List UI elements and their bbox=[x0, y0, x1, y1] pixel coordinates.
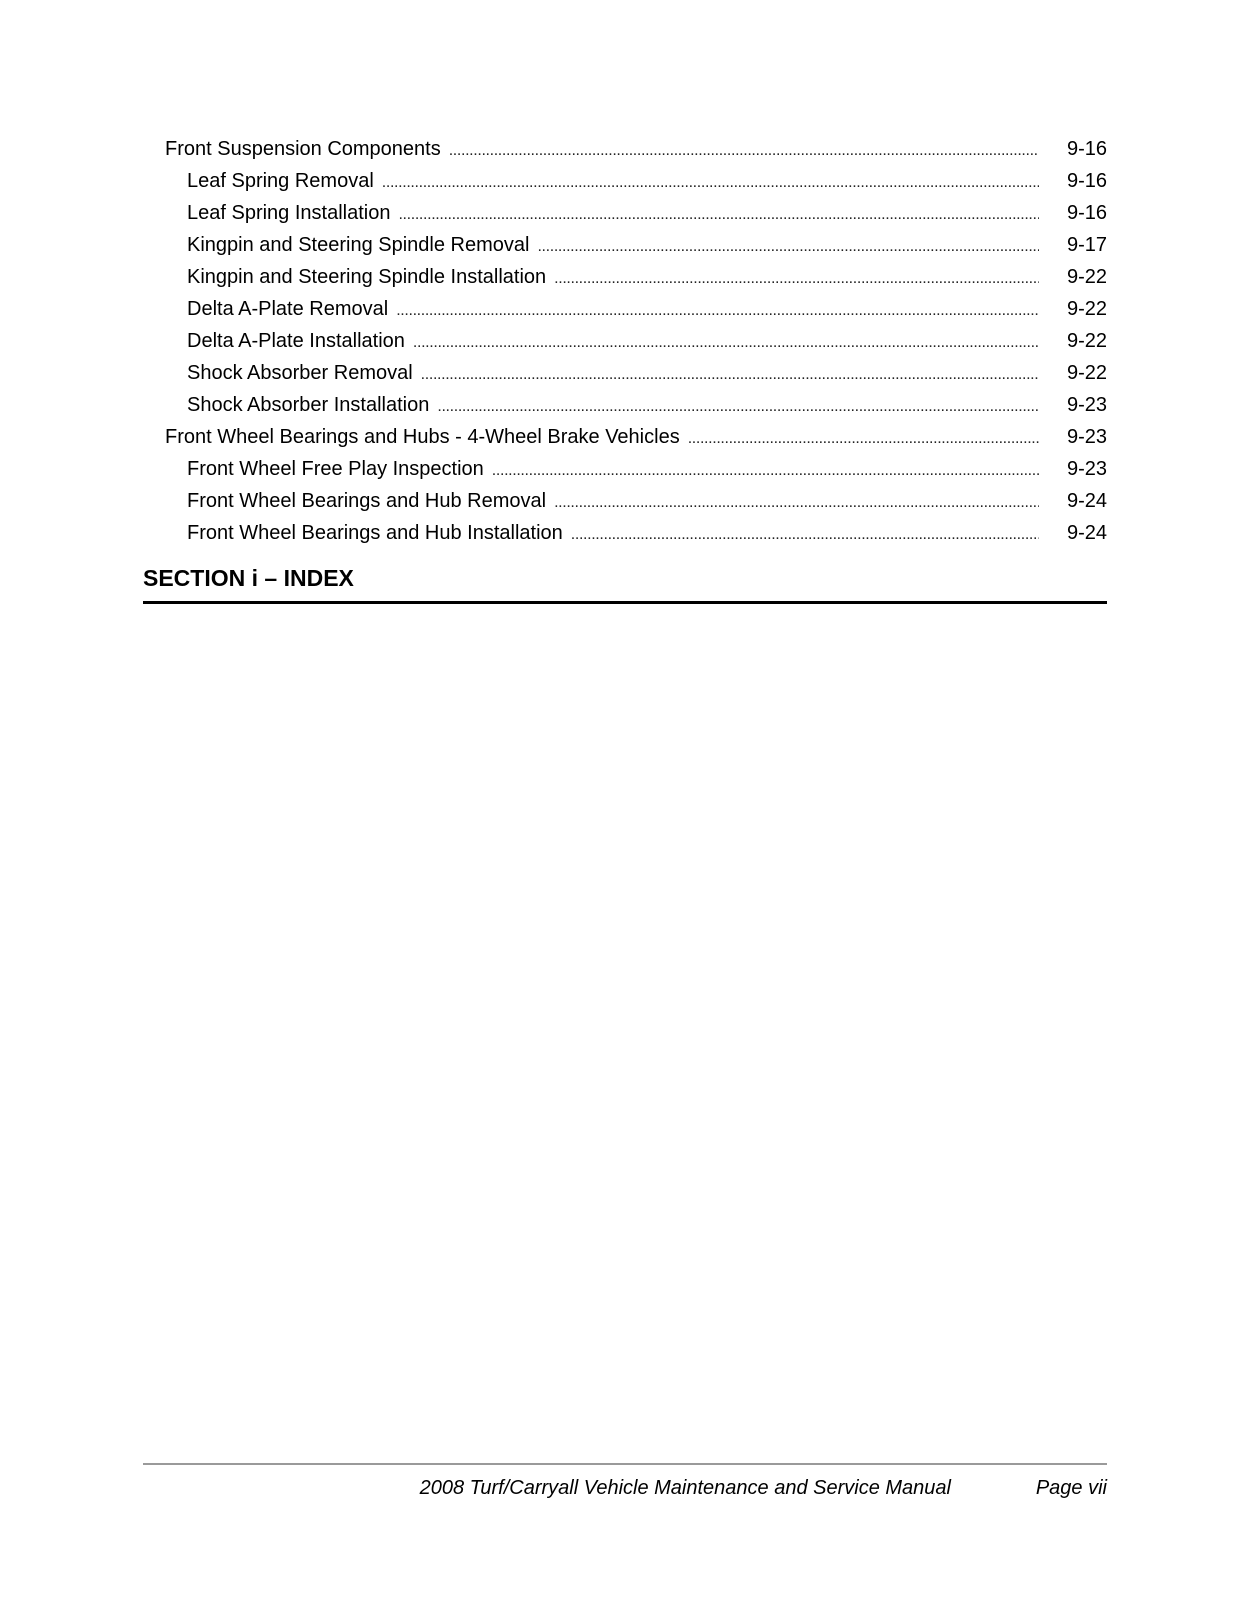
toc-entry-page: 9-24 bbox=[1066, 522, 1107, 544]
toc-entry[interactable] bbox=[165, 264, 1107, 296]
toc-entry-page: 9-22 bbox=[1066, 266, 1107, 288]
toc-dot-leader bbox=[537, 234, 1039, 260]
toc-entry-page: 9-23 bbox=[1066, 426, 1107, 448]
toc-entry[interactable] bbox=[165, 296, 1107, 328]
toc-entry[interactable] bbox=[165, 424, 1107, 456]
toc-dot-leader bbox=[492, 458, 1039, 484]
toc-entry[interactable] bbox=[165, 328, 1107, 360]
toc-dot-leader bbox=[437, 394, 1039, 420]
toc-entry[interactable] bbox=[165, 520, 1107, 552]
toc-entry[interactable] bbox=[165, 232, 1107, 264]
toc-entry-title: Delta A-Plate Removal bbox=[187, 298, 389, 320]
toc-dot-leader bbox=[554, 490, 1039, 516]
footer-page-number: Page vii bbox=[1035, 1477, 1107, 1499]
toc-dot-leader bbox=[398, 202, 1039, 228]
toc-dot-leader bbox=[421, 362, 1039, 388]
section-divider bbox=[143, 601, 1107, 604]
toc-entry-page: 9-23 bbox=[1066, 458, 1107, 480]
toc-entry-title: Front Wheel Bearings and Hubs - 4-Wheel Brake Vehicles bbox=[165, 426, 680, 448]
toc-entry[interactable] bbox=[165, 200, 1107, 232]
toc-entry-title: Front Suspension Components bbox=[165, 138, 441, 160]
toc-dot-leader bbox=[554, 266, 1039, 292]
toc-entry[interactable] bbox=[165, 488, 1107, 520]
toc-entry-title: Leaf Spring Removal bbox=[187, 170, 374, 192]
toc-entry-page: 9-16 bbox=[1066, 202, 1107, 224]
toc-entry-title: Kingpin and Steering Spindle Installation bbox=[187, 266, 547, 288]
toc-dot-leader bbox=[413, 330, 1039, 356]
toc-entry-page: 9-24 bbox=[1066, 490, 1107, 512]
toc-entry[interactable] bbox=[165, 168, 1107, 200]
toc-entry-page: 9-22 bbox=[1066, 298, 1107, 320]
footer-divider bbox=[143, 1463, 1107, 1465]
toc-entry-title: Front Wheel Bearings and Hub Removal bbox=[187, 490, 547, 512]
footer-manual-title: 2008 Turf/Carryall Vehicle Maintenance and Service Manual bbox=[419, 1477, 951, 1499]
toc-dot-leader bbox=[449, 138, 1039, 164]
toc-entry-page: 9-23 bbox=[1066, 394, 1107, 416]
toc-entry[interactable] bbox=[165, 456, 1107, 488]
toc-entry-title: Kingpin and Steering Spindle Removal bbox=[187, 234, 530, 256]
toc-entry[interactable] bbox=[165, 392, 1107, 424]
toc-entry-title: Front Wheel Bearings and Hub Installation bbox=[187, 522, 563, 544]
toc-dot-leader bbox=[396, 298, 1039, 324]
toc-entry-page: 9-16 bbox=[1066, 138, 1107, 160]
toc-entry-page: 9-22 bbox=[1066, 330, 1107, 352]
toc-entry-page: 9-17 bbox=[1066, 234, 1107, 256]
toc-entry-title: Front Wheel Free Play Inspection bbox=[187, 458, 484, 480]
toc-entry[interactable] bbox=[165, 360, 1107, 392]
toc-entry-title: Shock Absorber Installation bbox=[187, 394, 430, 416]
page-footer bbox=[143, 1474, 1107, 1504]
toc-entry-page: 9-22 bbox=[1066, 362, 1107, 384]
toc-dot-leader bbox=[382, 170, 1039, 196]
toc-dot-leader bbox=[571, 522, 1039, 548]
toc-entry-title: Delta A-Plate Installation bbox=[187, 330, 405, 352]
toc-entry-page: 9-16 bbox=[1066, 170, 1107, 192]
toc-dot-leader bbox=[688, 426, 1039, 452]
toc-entry-title: Leaf Spring Installation bbox=[187, 202, 391, 224]
toc-entry[interactable] bbox=[165, 136, 1107, 168]
table-of-contents bbox=[165, 136, 1107, 552]
section-heading: SECTION i – INDEX bbox=[143, 565, 354, 591]
toc-entry-title: Shock Absorber Removal bbox=[187, 362, 413, 384]
